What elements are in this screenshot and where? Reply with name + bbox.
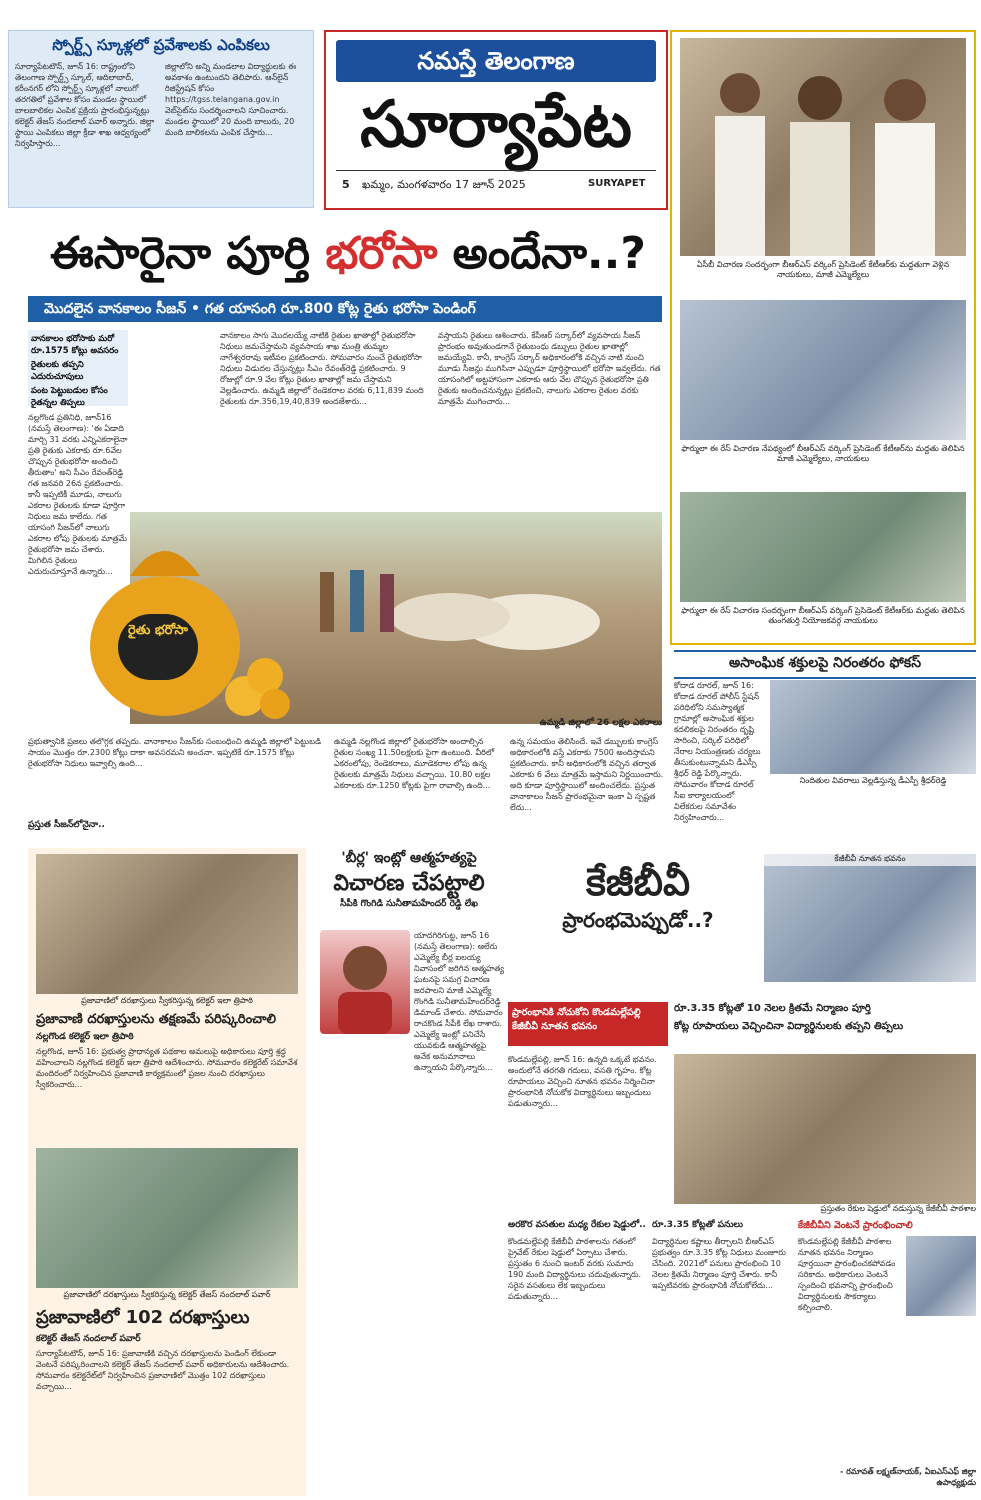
kgbv-shed-photo (674, 1054, 976, 1204)
sports-school-headline: స్పోర్ట్స్ స్కూళ్లలో ప్రవేశాలకు ఎంపికలు (52, 36, 270, 54)
sports-school-article (8, 30, 314, 208)
kgbv-shed-caption: ప్రస్తుతం రేకుల షెడ్డులో నడుస్తున్న కేజీబీవీ పాఠశాల (820, 1204, 976, 1213)
kgbv-strap-right (674, 1002, 976, 1046)
lead-body-mid: వానకాలం సాగు మొదలయ్యే నాటికి రైతుల ఖాతాల్లో రైతుభరోసా నిధులు జమచేస్తామని వ్యవసాయ శాఖ మంత్రి తుమ్మల నాగేశ్వరరావు ఇటీవల ప్రకటించారు. సోమవారం నుంచే రైతుభరోసా నిధులు విడుదల చేస్తున్నట్లు సీఎం రేవంత్‌రెడ్డి ప్రకటించారు. 9 రోజుల్లో రూ.9 వేల కోట్లు రైతుల ఖాతాల్లో జమ చేస్తామని వెల్లడించారు. ఉమ్మడి జిల్లాలో రెండెకరాల వరకు 6,11,839 మంది రైతులకు రూ.356,19,40,839 అందజేశారు... (220, 331, 424, 406)
kgbv-subhead: ప్రారంభమెప్పుడో..? (562, 908, 714, 932)
lead-body-left: నల్లగొండ ప్రతినిధి, జూన్16 (నమస్తే తెలంగాణ): 'ఈ ఏడాది మార్చి 31 వరకు ఎన్నిఎకరాలైనా ప్రతి రైతుకు ఎకరాకు రూ.6వేల చొప్పున రైతుభరోసా అందించి తీరుతాం' అని సీఎం రేవంత్‌రెడ్డి గత జనవరి 26న ప్రకటించారు. కానీ ఇప్పటికీ మూడు, నాలుగు ఎకరాల రైతులకు కూడా పూర్తిగా నిధులు జమ కాలేదు. గత యాసంగి సీజన్‌లో నాలుగు ఎకరాల లోపు రైతులకు మాత్రమే రైతుభరోసా జమ చేశారు. మిగిలిన రైతులు ఎదురుచూస్తూనే ఉన్నారు... (28, 413, 128, 576)
right-photo-column (670, 30, 976, 645)
police-photo (770, 680, 976, 774)
lead-bullet-1: వానకాలం భరోసాకు మరో రూ.1575 కోట్లు అవసరం (31, 334, 119, 356)
suicide-kicker: 'బీర్ల' ఇంట్లో ఆత్మహత్యపై (341, 850, 477, 866)
ktr-photo-1 (680, 38, 966, 256)
edition-name: సూర్యాపేట (360, 88, 632, 162)
money-bag-icon (70, 506, 300, 720)
dateline: ఖమ్మం, మంగళవారం 17 జూన్ 2025 (362, 178, 526, 191)
bag-label: రైతు భరోసా (118, 614, 198, 680)
lead-body-bottom-3: ఉన్న సమయం తెలిసిందే. ఇవే డబ్బులకు కాంగ్రెస్ అధికారంలోకి వస్తే ఎకరాకు 7500 అందిస్తామని ప్రకటించారు. కానీ అధికారంలోకి వచ్చిన తర్వాత ఎకరాకు 6 వేలు మాత్రమే ఇస్తామని నిర్ణయించారు. అది కూడా పూర్తిస్థాయిలో అందించలేదు. ప్రస్తుత వానాకాలం సీజన్ ప్రారంభమైనా ఇంకా ఏ స్పష్టత లేదు... (510, 737, 664, 812)
sports-school-col1: సూర్యాపేటటౌన్, జూన్ 16: రాష్ట్రంలోని తెలంగాణ స్పోర్ట్స్ స్కూల్, ఆదిలాబాద్, కరీంనగర్ లోని స్పోర్ట్స్ స్కూళ్లలో నాలుగో తరగతిలో ప్రవేశాల కోసం మండల స్థాయిలో బాలబాలికల ఎంపిక ప్రక్రియ ప్రారంభిస్తున్నట్లు కలెక్టర్ తేజస్ నందలాల్ పవార్ అన్నారు. జిల్లా స్థాయి ఎంపికలు జిల్లా క్రీడా శాఖ ఆధ్వర్యంలో నిర్వహిస్తారు... (15, 62, 155, 148)
police-body: కోదాడ రూరల్, జూన్ 16: కోదాడ రూరల్ పోలీస్ స్టేషన్ పరిధిలోని సమస్యాత్మక గ్రామాల్లో అసాంఘిక శక్తుల కదలికలపై నిరంతరం దృష్టి సారించి, సర్కిల్ పరిధిలో నేరాల నియంత్రణకు చర్యలు తీసుకుంటున్నామని డీఎస్పీ శ్రీధర్ రెడ్డి పేర్కొన్నారు. సోమవారం కోదాడ రూరల్ సీఐ కార్యాలయంలో విలేకరుల సమావేశం నిర్వహించారు... (674, 681, 761, 822)
lead-headline (30, 218, 666, 290)
prajavani-headline-1: ప్రజావాణి దరఖాస్తులను తక్షణమే పరిష్కరించాలి (36, 1012, 277, 1027)
kgbv-quote-body: కొండమల్లేపల్లి కేజీబీవీ పాఠశాల నూతన భవనం నిర్మాణం పూర్తయినా ప్రారంభించకపోవడం సరికాదు. అధికారులు వెంటనే స్పందించి భవనాన్ని ప్రారంభించి విద్యార్థినులకు సౌకర్యాలు కల్పించాలి. (798, 1237, 896, 1312)
portrait-icon (320, 930, 410, 1034)
kgbv-strap-right-1: రూ.3.35 కోట్లతో 10 నెలల క్రితమే నిర్మాణం పూర్తి (674, 1003, 871, 1014)
kgbv-building-photo (764, 854, 976, 982)
edition-en: SURYAPET (588, 178, 646, 189)
paper-name: నమస్తే తెలంగాణ (417, 47, 575, 75)
kgbv-article (508, 848, 978, 1496)
lead-headline-part1: ఈసారైనా పూర్తి (50, 228, 326, 279)
police-article (674, 650, 976, 850)
masthead (324, 30, 668, 210)
prajavani-body-2: సూర్యాపేటటౌన్, జూన్ 16: ప్రజావాణికి వచ్చిన దరఖాస్తులను పెండింగ్ లేకుండా వెంటనే పరిష్కరించాలని కలెక్టర్ తేజస్ నందలాల్ పవార్ అధికారులను ఆదేశించారు. సోమవారం కలెక్టరేట్‌లో నిర్వహించిన ప్రజావాణిలో మొత్తం 102 దరఖాస్తులు వచ్చాయి... (36, 1349, 290, 1391)
lead-strap-1: మొదలైన వానకాలం సీజన్ (44, 301, 187, 317)
lead-photo-caption: ఉమ్మడి జిల్లాలో 26 లక్షల ఎకరాలు (539, 718, 662, 728)
sports-school-col2: జిల్లాలోని అన్ని మండలాల విద్యార్థులకు ఈ అవకాశం ఉంటుందని తెలిపారు. ఆన్‌లైన్ రిజిస్ట్రేషన్ కోసం https://tgss.telangana.gov.in వెబ్‌సైట్‌ను సందర్శించాలని సూచించారు. మండల స్థాయిలో 20 మంది బాలురు, 20 మంది బాలికలను ఎంపిక చేస్తారు... (165, 62, 297, 137)
kgbv-headline: కేజీబీవీ (586, 860, 690, 904)
kgbv-quote-head: కేజీబీవీని వెంటనే ప్రారంభించాలి (798, 1220, 913, 1231)
prajavani-headline-2: ప్రజావాణిలో 102 దరఖాస్తులు (36, 1307, 250, 1328)
lead-body-bottom-2: ఉమ్మడి నల్లగొండ జిల్లాలో రైతుభరోసా అందాల్సిన రైతుల సంఖ్య 11.50లక్షలకు పైగా ఉంటుంది. వీరిలో ఎకరంలోపు, రెండెకరాలు, మూడెకరాల లోపు ఉన్న రైతులకు మాత్రమే నిధులు వచ్చాయి. 10.80 లక్షల ఎకరాలకు రూ.1250 కోట్లకు పైగా రావాల్సి ఉంది... (334, 737, 495, 790)
suicide-photo (320, 930, 410, 1034)
page-number: 5 (342, 178, 350, 191)
kgbv-strap-right-2: కోట్ల రూపాయలు వెచ్చించినా విద్యార్థినులకు తప్పని తిప్పలు (674, 1021, 904, 1032)
prajavani-photo-1-caption: ప్రజావాణిలో దరఖాస్తులు స్వీకరిస్తున్న కలెక్టర్ ఇలా త్రిపాఠి (81, 996, 253, 1005)
ktr-photo-1-caption: ఏసీబీ విచారణ సందర్భంగా బీఆర్ఎస్ వర్కింగ్ ప్రెసిడెంట్ కేటీఆర్‌కు మద్దతుగా వెళ్లిన నాయకులు, మాజీ ఎమ్మెల్యేలు (696, 260, 950, 279)
ktr-photo-3 (680, 492, 966, 602)
people-illustration (680, 38, 966, 256)
prajavani-photo-2-caption: ప్రజావాణిలో దరఖాస్తులు స్వీకరిస్తున్న కలెక్టర్ తేజస్ నందలాల్ పవార్ (63, 1290, 271, 1299)
kgbv-sub2: రూ.3.35 కోట్లతో పనులు (652, 1220, 743, 1230)
kgbv-quote-by: - రమావత్ లక్ష్మణ్‌నాయక్, ఏఐఎస్ఎఫ్ జిల్లా ఉపాధ్యక్షుడు (840, 1467, 976, 1487)
prajavani-photo-2 (36, 1148, 298, 1288)
masthead-rule (336, 170, 656, 171)
suicide-headline: విచారణ చేపట్టాలి (333, 871, 485, 896)
prajavani-column (28, 848, 306, 1496)
lead-bullet-2: రైతులకు తప్పని ఎదురుచూపులు (31, 360, 84, 382)
kgbv-quote-photo (906, 1236, 976, 1316)
kgbv-body-a: కొండమల్లేపల్లి, జూన్ 16: ఉన్నది ఒక్కటే భవనం. అందులోనే తరగతి గదులు, వసతి గృహం. కోట్ల రూపాయలు వెచ్చించి నూతన భవనం నిర్మించినా ప్రారంభానికి నోచుకోక విద్యార్థినులు ఇబ్బందులు పడుతున్నారు... (508, 1055, 657, 1108)
ktr-photo-3-caption: ఫార్ములా ఈ రేస్ విచారణ సందర్భంగా బీఆర్ఎస్ వర్కింగ్ ప్రెసిడెంట్ కేటీఆర్‌కు మద్దతు తెలిపిన తుంగతుర్తి నియోజకవర్గ నాయకులు (681, 606, 965, 625)
police-headline: అసాంఘిక శక్తులపై నిరంతరం ఫోకస్ (674, 650, 976, 679)
bullet-dot-icon: • (191, 301, 205, 317)
prajavani-body-1: నల్లగొండ, జూన్ 16: ప్రభుత్వ ప్రాధాన్యత పథకాల అమలుపై అధికారులు పూర్తి శ్రద్ధ వహించాలని నల్లగొండ కలెక్టర్ ఇలా త్రిపాఠి ఆదేశించారు. సోమవారం కలెక్టరేట్ సమావేశ మందిరంలో నిర్వహించిన ప్రజావాణి కార్యక్రమంలో ప్రజల నుంచి దరఖాస్తులు స్వీకరించారు... (36, 1047, 298, 1089)
lead-strap-2: గత యాసంగి రూ.800 కోట్ల రైతు భరోసా పెండింగ్ (204, 301, 476, 317)
kgbv-quote-box (798, 1220, 976, 1496)
lead-body-bottom-1: ప్రభుత్వానికి ప్రజలు తలొగ్గక తప్పదు. వానాకాలం సీజన్‌కు సంబంధించి ఉమ్మడి జిల్లాలో పెట్టుబడి సాయం మొత్తం రూ.2300 కోట్లు దాకా అవసరమని అంచనా. ఇప్పటికే రూ.1575 కోట్లు రైతుభరోసా నిధులు ఇవ్వాల్సి ఉంది... (28, 737, 321, 768)
lead-body-right: వస్తాయని రైతులు ఆశించారు. కేసీఆర్ సర్కార్‌లో వ్యవసాయ సీజన్ ప్రారంభం అవుతుండగానే రైతుబంధు డబ్బులు రైతుల ఖాతాల్లో జమయ్యేవి. కానీ, కాంగ్రెస్ సర్కార్ అధికారంలోకి వచ్చిన నాటి నుంచి మూడు సీజన్లు ముగిసినా ఎప్పుడూ పూర్తిస్థాయిలో భరోసా ఇవ్వలేదు. గత యాసంగిలో అట్టహాసంగా ఎకరాకు ఆరు వేల చొప్పున రైతుభరోసా ప్రతి రైతుకు అందించనున్నట్లు ప్రకటించి, నాలుగు ఎకరాల రైతుల వరకు మాత్రమే ముగించారు... (438, 331, 661, 406)
ktr-photo-2 (680, 300, 966, 440)
prajavani-byline-1: నల్లగొండ కలెక్టర్ ఇలా త్రిపాఠి (36, 1032, 134, 1042)
lead-subhead: ప్రస్తుత సీజన్‌లోనైనా.. (28, 820, 105, 830)
police-photo-caption: నిందితుల వివరాలు వెల్లడిస్తున్న డీఎస్పీ శ్రీధర్‌రెడ్డి (799, 776, 947, 785)
suicide-article (314, 848, 504, 1496)
lead-bullets (28, 330, 128, 406)
prajavani-photo-1 (36, 854, 298, 994)
lead-bullet-3: పంట పెట్టుబడుల కోసం రైతన్నల తిప్పలు (31, 386, 108, 408)
kgbv-building-label: కేజీబీవీ నూతన భవనం (764, 854, 976, 866)
lead-headline-red: భరోసా (325, 228, 438, 279)
kgbv-sub1: అరకొర వసతుల మధ్య రేకుల షెడ్డులో.. (508, 1220, 646, 1230)
lead-strap (28, 296, 662, 322)
kgbv-body-c: విద్యార్థినుల కష్టాలు తీర్చాలని బీఆర్ఎస్ ప్రభుత్వం రూ.3.35 కోట్ల నిధులు మంజూరు చేసింది. 2021లో పనులు ప్రారంభించి 10 నెలల క్రితమే నిర్మాణం పూర్తి చేశారు. కానీ ఇప్పటివరకు ప్రారంభానికి నోచుకోలేదు... (652, 1237, 786, 1290)
lead-headline-part2: అందేనా..? (437, 228, 646, 279)
prajavani-byline-2: కలెక్టర్ తేజస్ నందలాల్ పవార్ (36, 1334, 141, 1344)
kgbv-body-b: కొండమల్లేపల్లి కేజీబీవీ పాఠశాలను గతంలో ప్రైవేట్ రేకుల షెడ్డులో ఏర్పాటు చేశారు. ప్రస్తుతం 6 నుంచి ఇంటర్ వరకు సుమారు 190 మంది విద్యార్థినులు చదువుతున్నారు. సరైన వసతులు లేక ఇబ్బందులు పడుతున్నారు... (508, 1237, 642, 1301)
masthead-banner (336, 40, 656, 82)
money-bag-graphic (70, 506, 300, 720)
ktr-photo-2-caption: ఫార్ములా ఈ రేస్ విచారణ నేపథ్యంలో బీఆర్ఎస్ వర్కింగ్ ప్రెసిడెంట్ కేటీఆర్‌ను మద్దతు తెలిపిన మాజీ ఎమ్మెల్యేలు, నాయకులు (681, 444, 965, 463)
suicide-byline: సీపీకి గొంగిడి సునీతామహేందర్ రెడ్డి లేఖ (340, 899, 478, 909)
suicide-body: యాదగిరిగుట్ట, జూన్ 16 (నమస్తే తెలంగాణ): ఆలేరు ఎమ్మెల్యే బీర్ల ఐలయ్య నివాసంలో జరిగిన ఆత్మహత్య ఘటనపై సమగ్ర విచారణ జరపాలని మాజీ ఎమ్మెల్యే గొంగిడి సునీతామహేందర్‌రెడ్డి డిమాండ్ చేశారు. సోమవారం రాచకొండ సీపీకి లేఖ రాశారు. ఎమ్మెల్యే ఇంట్లో పనిచేసే యువకుడి ఆత్మహత్యపై అనేక అనుమానాలు ఉన్నాయని పేర్కొన్నారు... (414, 931, 505, 1072)
kgbv-strap-left: ప్రారంభానికి నోచుకోని కొండమల్లేపల్లి కేజీబీవీ నూతన భవనం (508, 1002, 668, 1046)
